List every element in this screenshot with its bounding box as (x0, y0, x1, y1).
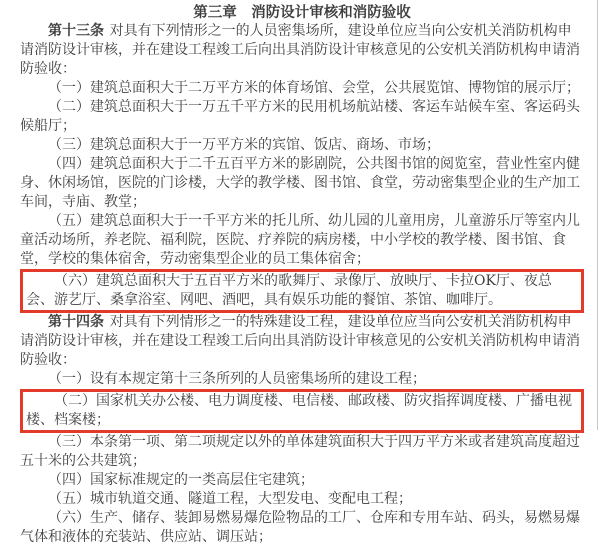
red-highlight-box-item: （六）建筑总面积大于五百平方米的歌舞厅、录像厅、放映厅、卡拉OK厅、夜总会、游艺厅、桑拿浴室、网吧、酒吧，具有娱乐功能的餐馆、茶馆、咖啡厅。 (20, 269, 584, 313)
article-13-intro-text: 对具有下列情形之一的人员密集场所，建设单位应当向公安机关消防机构申请消防设计审核，并在建设工程竣工后向出具消防设计审核意见的公安机关消防机构申请消防验收： (20, 23, 580, 77)
list-item: （四）建筑总面积大于二千五百平方米的影剧院，公共图书馆的阅览室，营业性室内健身、休闲场馆，医院的门诊楼，大学的教学楼、图书馆、食堂，劳动密集型企业的生产加工车间，寺庙、教堂； (20, 156, 580, 210)
article-14-intro-paragraph (20, 313, 584, 370)
list-item: （五）建筑总面积大于一千平方米的托儿所、幼儿园的儿童用房，儿童游乐厅等室内儿童活动场所，养老院、福利院，医院、疗养院的病房楼，中小学校的教学楼、图书馆、食堂，学校的集体宿舍，劳动密集型企业的员工集体宿舍； (20, 213, 580, 267)
article-14-intro-text: 对具有下列情形之一的特殊建设工程，建设单位应当向公安机关消防机构申请消防设计审核，并在建设工程竣工后向出具消防设计审核意见的公安机关消防机构申请消防验收： (20, 314, 580, 368)
article-13-number: 第十三条 (48, 23, 104, 39)
list-item: （四）国家标准规定的一类高层住宅建筑； (48, 472, 314, 488)
list-item: （三）本条第一项、第二项规定以外的单体建筑面积大于四万平方米或者建筑高度超过五十米的公共建筑； (20, 434, 580, 469)
chapter-title: 第三章 消防设计审核和消防验收 (193, 4, 411, 21)
list-item: （五）城市轨道交通、隧道工程，大型发电、变配电工程； (48, 491, 412, 507)
page-right-edge-line (597, 0, 598, 430)
list-item: （一）建筑总面积大于二万平方米的体育场馆、会堂，公共展览馆、博物馆的展示厅； (48, 80, 580, 96)
article-13-intro-paragraph (20, 22, 584, 79)
list-item: （三）建筑总面积大于一万平方米的宾馆、饭店、商场、市场； (48, 137, 440, 153)
list-item: （二）建筑总面积大于一万五千平方米的民用机场航站楼、客运车站候车室、客运码头候船厅； (20, 99, 580, 134)
list-item: （一）设有本规定第十三条所列的人员密集场所的建设工程； (48, 371, 426, 387)
red-highlight-box-item: （二）国家机关办公楼、电力调度楼、电信楼、邮政楼、防灾指挥调度楼、广播电视楼、档案楼； (20, 389, 584, 433)
list-item: （六）生产、储存、装卸易燃易爆危险物品的工厂、仓库和专用车站、码头，易燃易爆气体和液体的充装站、供应站、调压站； (20, 510, 580, 545)
article-14-number: 第十四条 (48, 314, 104, 330)
